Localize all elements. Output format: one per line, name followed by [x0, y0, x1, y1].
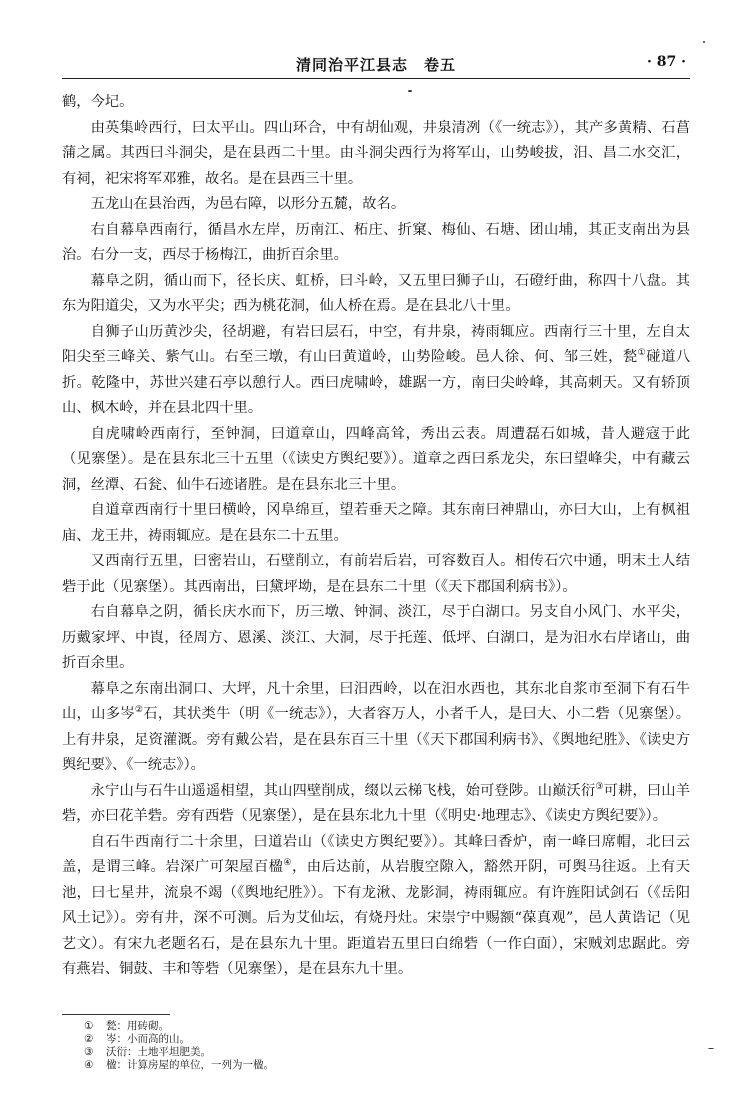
- footnote: [84, 1020, 274, 1033]
- footnote-ref: ③: [595, 781, 604, 792]
- paragraph: 五龙山在县治西，为邑右障，以形分五麓，故名。: [90, 196, 406, 212]
- footnote: [84, 1046, 274, 1059]
- scan-speck: [408, 90, 412, 92]
- footnote-ref: ①: [637, 348, 647, 359]
- paragraph: 幕阜之东南出洞口、大坪，凡十余里，曰汨西岭，以在汨水西也，其东北自浆市至洞下有石牛山，山多岑②石，其状类牛（明《一统志》），大者容万人，小者千人，是曰大、小二砦（见寨堡）。上有井泉，足资灌溉。旁有戴公岩，是在县东百三十里（《天下郡国利病书》、《舆地纪胜》、《读史方舆纪要》、《一统志》）。: [62, 680, 691, 773]
- footnote-text: 楹：计算房屋的单位，一列为一楹。: [106, 1059, 274, 1071]
- footnote-text: 岑：小而高的山。: [106, 1033, 190, 1045]
- running-header: [62, 52, 690, 79]
- body-text: [62, 90, 690, 983]
- scan-speck: [708, 1048, 714, 1049]
- paragraph: 鹤，今圮。: [62, 94, 134, 110]
- footnote: [84, 1059, 274, 1072]
- page-number: · 87 ·: [647, 54, 686, 70]
- footnotes: [84, 1020, 274, 1072]
- footnote-ref: ④: [283, 858, 292, 869]
- footnote-mark: ④: [84, 1059, 94, 1071]
- footnote-mark: ①: [84, 1020, 94, 1032]
- footnote-mark: ②: [84, 1033, 94, 1045]
- paragraph: 自虎啸岭西南行，至钟洞，曰道章山，四峰高耸，秀出云表。周遭磊石如城，昔人避寇于此（见寨堡）。是在县东北三十五里（《读史方舆纪要》）。道章之西曰系龙尖，东曰望峰尖，中有藏云洞，丝潭、石瓮、仙牛石迹诸胜。是在县东北三十里。: [62, 425, 690, 493]
- paragraph: 右自幕阜西南行，循昌水左岸，历南江、柘庄、折窠、梅仙、石塘、团山埔，其正支南出为县治。右分一支，西尽于杨梅江，曲折百余里。: [62, 221, 690, 263]
- paragraph: 幕阜之阴，循山而下，径长庆、虹桥，曰斗岭，又五里曰狮子山，石磴纡曲，称四十八盘。其东为阳道尖，又为水平尖；西为桃花洞，仙人桥在焉。是在县北八十里。: [62, 272, 690, 314]
- scan-speck: [703, 41, 705, 43]
- paragraph: 自狮子山历黄沙尖，径胡避，有岩曰层石，中空，有井泉，祷雨辄应。西南行三十里，左自太阳尖至三峰关、紫气山。右至三墩，有山曰黄道岭，山势险峻。邑人徐、何、邹三姓，甃①碰道八折。乾隆中，苏世兴建石亭以憩行人。西曰虎啸岭，雄踞一方，南曰尖岭峰，其高刺天。又有轿顶山、枫木岭，并在县北四十里。: [62, 323, 691, 416]
- paragraph: 由英集岭西行，曰太平山。四山环合，中有胡仙观，井泉清冽（《一统志》），其产多黄精、石菖蒲之属。其西曰斗洞尖，是在县西二十里。由斗洞尖西行为将军山，山势峻拔，汨、昌二水交汇，有祠，祀宋将军邓雅，故名。是在县西三十里。: [62, 119, 690, 187]
- footnote-mark: ③: [84, 1046, 94, 1058]
- paragraph: 自石牛西南行二十余里，曰道岩山（《读史方舆纪要》）。其峰曰香炉，南一峰曰席帽，北曰云盖，是谓三峰。岩深广可架屋百楹④，由后达前，从岩腹空隙入，豁然开阴，可舆马往返。上有天池，曰七星井，流泉不竭（《舆地纪胜》）。下有龙湫、龙影洞，祷雨辄应。有许旌阳试剑石（《岳阳风土记》）。旁有井，深不可测。后为艾仙坛，有烧丹灶。宋崇宁中赐额“葆真观”，邑人黄诰记（见艺文）。有宋九老题名石，是在县东九十里。距道岩五里曰白绵砦（一作白面），宋贼刘忠踞此。旁有燕岩、铜鼓、丰和等砦（见寨堡），是在县东九十里。: [62, 833, 691, 977]
- footnote-text: 沃衍：土地平坦肥美。: [106, 1046, 211, 1058]
- footnote-ref: ②: [134, 705, 144, 716]
- paragraph: 永宁山与石牛山遥遥相望，其山四壁削成，缀以云梯飞栈，始可登陟。山巅沃衍③可耕，曰山羊砦，亦曰花羊砦。旁有西砦（见寨堡），是在县东北九十里（《明史·地理志》、《读史方舆纪要》）。: [62, 781, 691, 824]
- paragraph: 又西南行五里，曰密岩山，石壁削立，有前岩后岩，可容数百人。相传石穴中通，明末土人结砦于此（见寨堡）。其西南出，曰黛坪坳，是在县东二十里（《天下郡国利病书》）。: [62, 553, 690, 595]
- paragraph: 自道章西南行十里曰横岭，冈阜绵亘，望若垂天之障。其东南曰神鼎山，亦曰大山，上有枫祖庙、龙王井，祷雨辄应。是在县东二十五里。: [62, 502, 690, 544]
- paragraph: 右自幕阜之阴，循长庆水而下，历三墩、钟洞、淡江，尽于白湖口。另支自小风门、水平尖，历戴家坪、中崀，径周方、恩溪、淡江、大洞，尽于托莲、低坪、白湖口，是为汨水右岸诸山，曲折百余里。: [62, 604, 690, 671]
- page-title: 清同治平江县志 卷五: [295, 56, 456, 74]
- footnote-divider: [62, 1014, 170, 1015]
- footnote: [84, 1033, 274, 1046]
- footnote-text: 甃：用砖砌。: [106, 1020, 169, 1032]
